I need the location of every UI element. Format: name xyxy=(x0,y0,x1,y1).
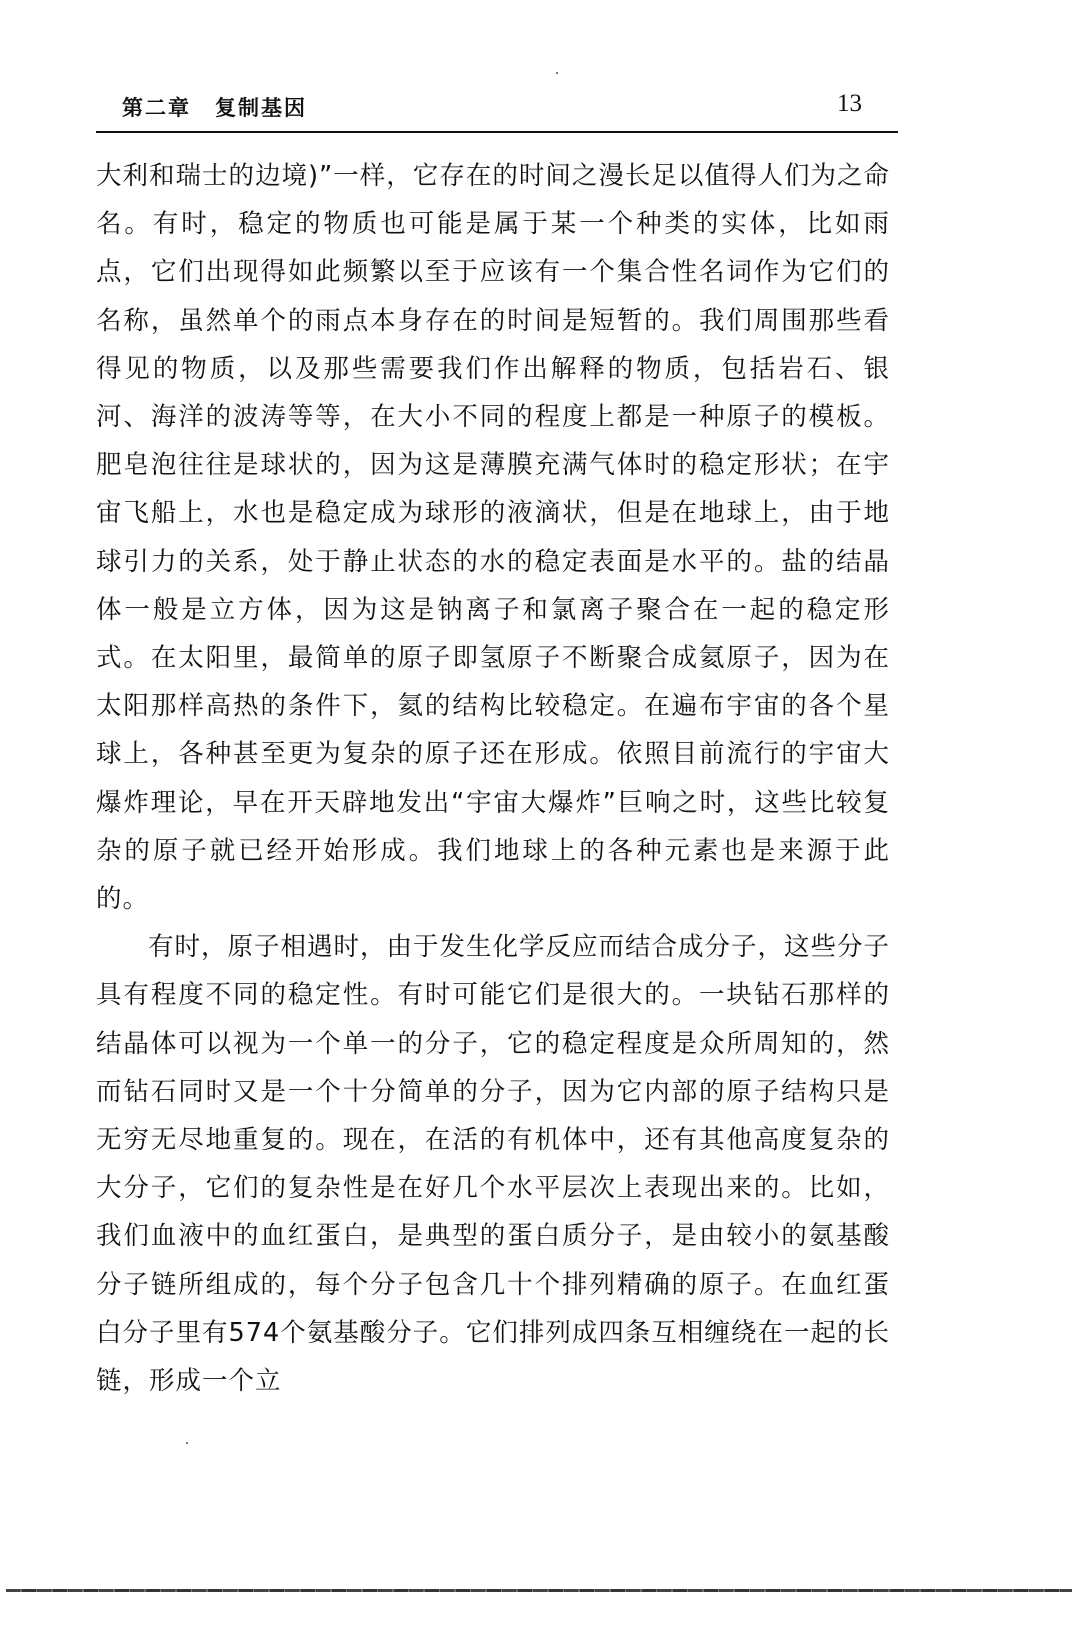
scan-speck xyxy=(186,1442,188,1444)
page-number: 13 xyxy=(837,90,862,117)
running-header xyxy=(96,88,896,128)
header-divider xyxy=(96,131,898,133)
scan-edge-line xyxy=(6,1589,1072,1592)
paragraph-2: 有时，原子相遇时，由于发生化学反应而结合成分子，这些分子具有程度不同的稳定性。有时可能它们是很大的。一块钻石那样的结晶体可以视为一个单一的分子，它的稳定程度是众所周知的，然而钻石同时又是一个十分简单的分子，因为它内部的原子结构只是无穷无尽地重复的。现在，在活的有机体中，还有其他高度复杂的大分子，它们的复杂性是在好几个水平层次上表现出来的。比如，我们血液中的血红蛋白，是典型的蛋白质分子，是由较小的氨基酸分子链所组成的，每个分子包含几十个排列精确的原子。在血红蛋白分子里有574个氨基酸分子。它们排列成四条互相缠绕在一起的长链，形成一个立 xyxy=(96,932,891,1397)
chapter-title: 复制基因 xyxy=(215,96,307,120)
paragraph-1: 大利和瑞士的边境)”一样，它存在的时间之漫长足以值得人们为之命名。有时，稳定的物质也可能是属于某一个种类的实体，比如雨点，它们出现得如此频繁以至于应该有一个集合性名词作为它们的名称，虽然单个的雨点本身存在的时间是短暂的。我们周围那些看得见的物质，以及那些需要我们作出解释的物质，包括岩石、银河、海洋的波涛等等，在大小不同的程度上都是一种原子的模板。肥皂泡往往是球状的，因为这是薄膜充满气体时的稳定形状；在宇宙飞船上，水也是稳定成为球形的液滴状，但是在地球上，由于地球引力的关系，处于静止状态的水的稳定表面是水平的。盐的结晶体一般是立方体，因为这是钠离子和氯离子聚合在一起的稳定形式。在太阳里，最简单的原子即氢原子不断聚合成氦原子，因为在太阳那样高热的条件下，氦的结构比较稳定。在遍布宇宙的各个星球上，各种甚至更为复杂的原子还在形成。依照目前流行的宇宙大爆炸理论，早在开天辟地发出“宇宙大爆炸”巨响之时，这些比较复杂的原子就已经开始形成。我们地球上的各种元素也是来源于此的。 xyxy=(96,161,890,915)
body-text xyxy=(96,152,890,1405)
chapter-heading xyxy=(122,92,307,122)
chapter-number: 第二章 xyxy=(122,96,191,120)
scan-speck xyxy=(556,72,558,74)
